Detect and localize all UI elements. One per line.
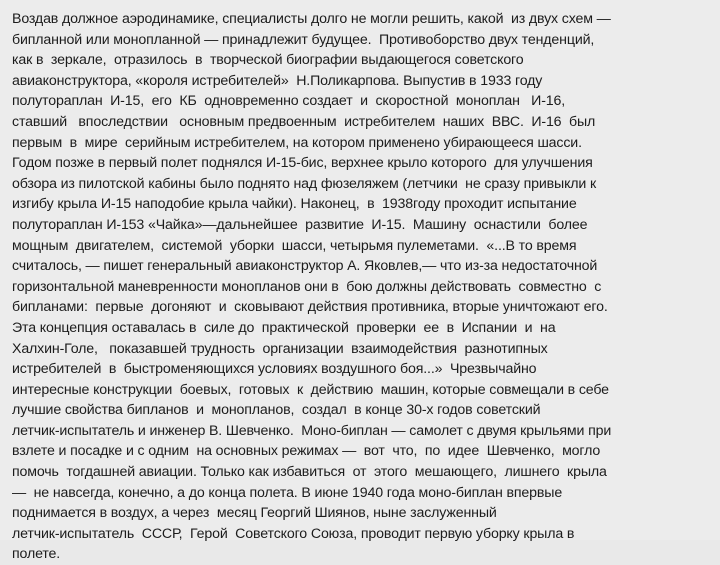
text-line: изгибу крыла И-15 наподобие крыла чайки). Наконец, в 1938году проходит испытание: [12, 196, 577, 213]
text-line: Воздав должное аэродинамике, специалисты долго не могли решить, какой из двух схем —: [12, 11, 611, 27]
text-line: лучшие свойства бипланов и монопланов, создал в конце 30-х годов советский: [12, 402, 541, 419]
text-line: истребителей в быстроменяющихся условиях воздушного боя...» Чрезвычайно: [12, 361, 537, 378]
text-line: летчик-испытатель СССР, Герой Советского Союза, проводит первую уборку крыла в: [12, 525, 575, 542]
document-text: [12, 9, 708, 565]
text-line: Халхин-Голе, показавшей трудность организации взаимодействия разнотипных: [12, 340, 548, 357]
text-line: первым в мире серийным истребителем, на котором применено убирающееся шасси.: [12, 134, 582, 151]
text-line: полутораплан И-153 «Чайка»—дальнейшее развитие И-15. Машину оснастили более: [12, 216, 588, 233]
text-line: мощным двигателем, системой уборки шасси, четырьмя пулеметами. «...В то время: [12, 237, 577, 254]
text-line: авиаконструктора, «короля истребителей» Н.Поликарпова. Выпустив в 1933 году: [12, 72, 543, 89]
text-line: полете.: [12, 546, 61, 563]
text-line: обзора из пилотской кабины было поднято над фюзеляжем (летчики не сразу привыкли к: [12, 175, 597, 192]
text-line: ставший впоследствии основным предвоенным истребителем наших ВВС. И-16 был: [12, 113, 596, 130]
text-line: бипланной или монопланной — принадлежит будущее. Противоборство двух тенденций,: [12, 31, 595, 48]
text-line: летчик-испытатель и инженер В. Шевченко. Моно-биплан — самолет с двумя крыльями при: [12, 422, 612, 439]
text-line: Эта концепция оставалась в силе до практической проверки ее в Испании и на: [12, 319, 556, 336]
text-line: интересные конструкции боевых, готовых к действию машин, которые совмещали в себе: [12, 381, 609, 398]
text-line: считалось, — пишет генеральный авиаконструктор А. Яковлев,— что из-за недостаточной: [12, 258, 598, 275]
text-line: полутораплан И-15, его КБ одновременно создает и скоростной моноплан И-16,: [12, 93, 566, 110]
text-line: как в зеркале, отразилось в творческой биографии выдающегося советского: [12, 52, 524, 69]
text-line: — не навсегда, конечно, а до конца полета. В июне 1940 года моно-биплан впервые: [12, 484, 563, 501]
text-line: поднимается в воздух, а через месяц Георгий Шиянов, ныне заслуженный: [12, 505, 497, 522]
text-line: горизонтальной маневренности монопланов они в бою должны действовать совместно с: [12, 278, 602, 295]
text-line: помочь тогдашней авиации. Только как избавиться от этого мешающего, лишнего крыла: [12, 464, 607, 481]
text-line: взлете и посадке и с одним на основных режимах — вот что, по идее Шевченко, могло: [12, 443, 601, 460]
text-line: бипланами: первые догоняют и сковывают действия противника, вторые уничтожают его.: [12, 299, 608, 316]
text-line: Годом позже в первый полет поднялся И-15-бис, верхнее крыло которого для улучшения: [12, 155, 593, 172]
